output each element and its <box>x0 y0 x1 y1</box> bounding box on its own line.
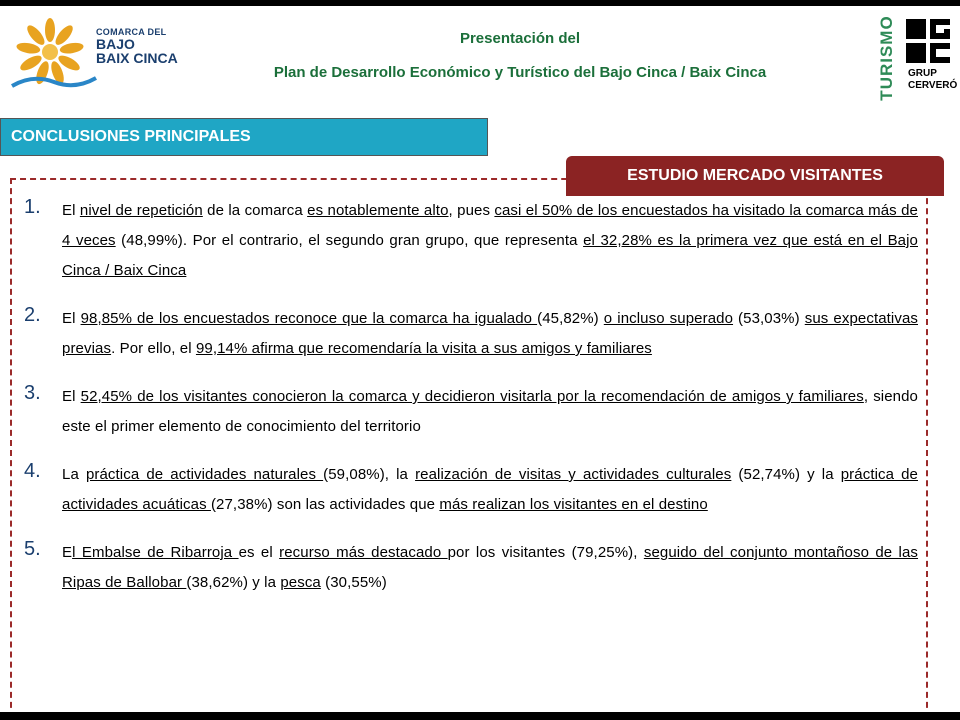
underlined-text: nivel de repetición <box>79 202 203 219</box>
text-segment: (45,82%) <box>537 310 604 327</box>
header-line-2: Plan de Desarrollo Económico y Turístico del Bajo Cinca / Baix Cinca <box>273 64 767 81</box>
list-item <box>20 538 918 598</box>
underlined-text: o incluso superado <box>603 310 734 327</box>
underlined-text: 98,85% de los encuestados reconoce que la comarca ha igualado <box>80 310 538 327</box>
list-item-number: 2. <box>24 304 41 326</box>
list-item-text <box>62 304 918 364</box>
text-segment: (48,99%). Por el contrario, el segundo gran grupo, que representa <box>115 232 584 249</box>
list-item-text <box>62 538 918 598</box>
sun-emblem-icon <box>8 16 98 96</box>
text-segment: (52,74%) y la <box>731 466 841 483</box>
list-item-number: 1. <box>24 196 41 218</box>
list-item-text <box>62 460 918 520</box>
text-segment: (53,03%) <box>733 310 805 327</box>
text-segment: es el <box>238 544 280 561</box>
underlined-text: 99,14% afirma que recomendaría la visita a sus amigos y familiares <box>195 340 652 357</box>
conclusions-list <box>20 196 918 616</box>
grup-cervero-logo-icon <box>906 19 950 63</box>
top-border-bar <box>0 0 960 6</box>
list-item-number: 4. <box>24 460 41 482</box>
underlined-text: realización de visitas y actividades culturales <box>415 466 732 483</box>
text-segment: (38,62%) y la <box>186 574 281 591</box>
comarca-logo-text <box>96 27 178 65</box>
underlined-text: es notablemente alto <box>307 202 449 219</box>
text-segment: (30,55%) <box>320 574 387 591</box>
underlined-text: l Embalse de Ribarroja <box>72 544 239 561</box>
study-tab: ESTUDIO MERCADO VISITANTES <box>566 156 944 196</box>
text-segment: de la comarca <box>202 202 308 219</box>
grup-line-2: CERVERÓ <box>908 80 958 91</box>
list-item-number: 5. <box>24 538 41 560</box>
underlined-text: seguido del conjunto montañoso de las Ripas de Ballobar <box>62 544 919 591</box>
underlined-text: casi el 50% de los encuestados ha visitado la comarca más de 4 veces <box>62 202 918 249</box>
text-segment: El <box>62 310 81 327</box>
logo-line-1: COMARCA DEL <box>96 27 167 37</box>
grup-cervero-text <box>908 68 957 92</box>
list-item <box>20 460 918 520</box>
section-title: CONCLUSIONES PRINCIPALES <box>0 118 488 156</box>
underlined-text: recurso más destacado <box>279 544 448 561</box>
text-segment: E <box>62 544 73 561</box>
text-segment: , pues <box>448 202 495 219</box>
text-segment: . Por ello, el <box>111 340 196 357</box>
logo-line-3b: CINCA <box>133 50 178 66</box>
underlined-text: práctica de actividades naturales <box>85 466 324 483</box>
underlined-text: práctica de actividades acuáticas <box>62 466 918 513</box>
header-line-1: Presentación del <box>459 30 581 47</box>
list-item-text <box>62 382 918 442</box>
grup-line-1: GRUP <box>908 68 937 79</box>
text-segment: (27,38%) son las actividades que <box>210 496 440 513</box>
list-item-number: 3. <box>24 382 41 404</box>
logo-line-3a: BAIX <box>96 50 130 66</box>
text-segment: El <box>62 202 80 219</box>
list-item <box>20 196 918 286</box>
turismo-logo <box>876 15 898 101</box>
text-segment: La <box>62 466 86 483</box>
text-segment: (59,08%), la <box>323 466 416 483</box>
text-segment: El <box>62 388 81 405</box>
list-item <box>20 382 918 442</box>
bottom-border-bar <box>0 712 960 720</box>
text-segment: por los visitantes (79,25%), <box>447 544 644 561</box>
list-item <box>20 304 918 364</box>
list-item-text <box>62 196 918 286</box>
logo-line-2: BAJO <box>96 36 135 52</box>
underlined-text: pesca <box>280 574 321 591</box>
underlined-text: más realizan los visitantes en el destino <box>439 496 708 513</box>
underlined-text: 52,45% de los visitantes conocieron la comarca y decidieron visitarla por la recomendación de amigos y familiares <box>80 388 864 405</box>
underlined-text: el 32,28% es la primera vez que está en el Bajo Cinca / Baix Cinca <box>62 232 918 279</box>
underlined-text: sus expectativas previas <box>62 310 918 357</box>
turismo-label: TURISMO <box>877 15 896 101</box>
text-segment: , siendo este el primer elemento de conocimiento del territorio <box>62 388 919 435</box>
logo-line-3 <box>96 51 178 65</box>
